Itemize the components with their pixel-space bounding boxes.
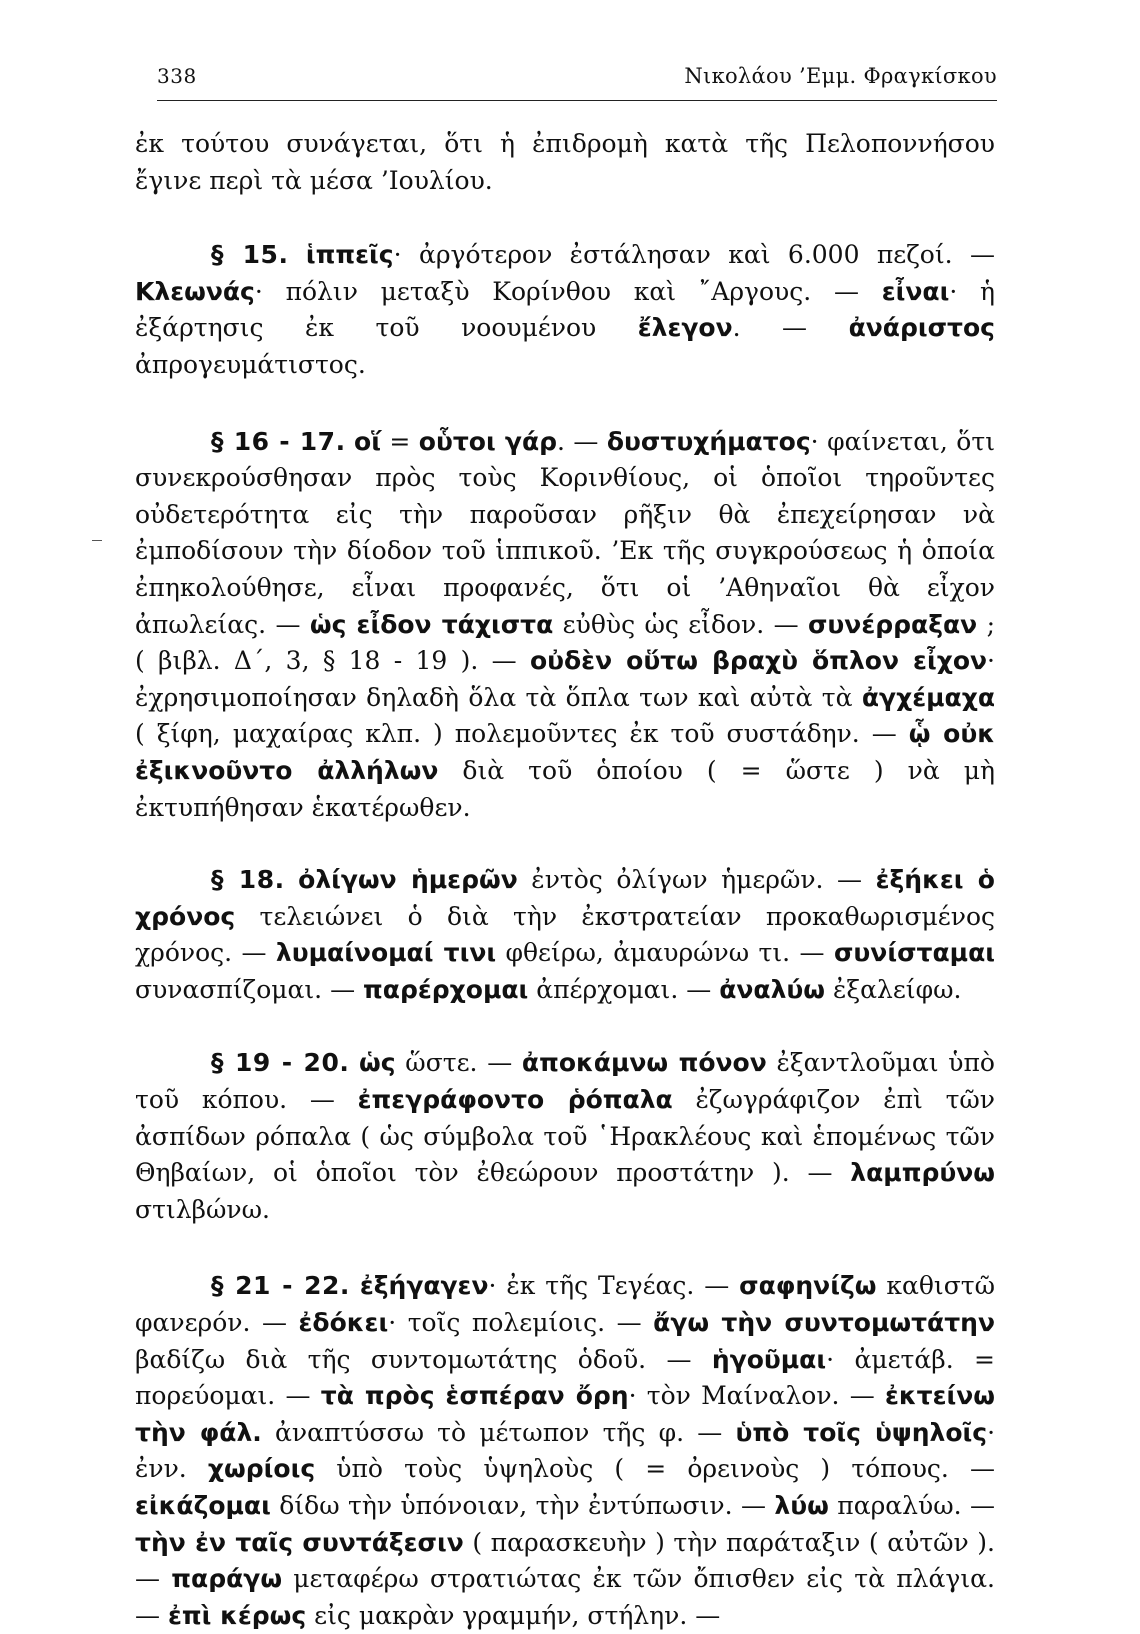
- lemma-term: ἀναλύω: [719, 974, 825, 1004]
- lemma-term: χωρίοις: [207, 1454, 316, 1484]
- lemma-term: ὀλίγων ἡμερῶν: [298, 865, 518, 895]
- commentary-text: ἀναπτύσσω τὸ μέτωπον τῆς φ. —: [261, 1417, 736, 1447]
- commentary-text: ἐζωγράφιζον ἐπὶ τῶν ἀσπίδων ρόπαλα ( ὡς σύμβολα τοῦ ῾Ηρακλέους καὶ ἑπομένως τῶν Θηβαίων, οἱ ὁποῖοι τὸν ἐθεώρουν προστάτην ). —: [135, 1085, 995, 1188]
- commentary-text: · ἐκ τῆς Τεγέας. —: [488, 1271, 740, 1301]
- paragraph-section-18: [135, 862, 995, 1008]
- margin-mark: [92, 540, 102, 541]
- lemma-term: συνέρραξαν: [807, 609, 978, 639]
- commentary-text: φθείρω, ἀμαυρώνω τι. —: [496, 938, 834, 968]
- page-header: [157, 64, 997, 101]
- section-number: § 16 - 17.: [211, 426, 346, 456]
- lemma-term: οὗτοι γάρ: [418, 426, 558, 456]
- commentary-text: δίδω τὴν ὑπόνοιαν, τὴν ἐντύπωσιν. —: [270, 1491, 775, 1520]
- commentary-text: · ἀμετάβ. = πορεύομαι. —: [135, 1344, 995, 1411]
- lemma-term: ὡς: [359, 1048, 396, 1078]
- lemma-term: ἐκτείνω τὴν φάλ.: [135, 1381, 996, 1447]
- commentary-text: συνασπίζομαι. —: [135, 974, 364, 1004]
- commentary-text: μεταφέρω στρατιώτας ἐκ τῶν ὄπισθεν εἰς τὰ πλάγια. —: [135, 1564, 995, 1630]
- lemma-term: δυστυχήματος: [606, 426, 811, 456]
- paragraph-intro: [135, 126, 995, 199]
- commentary-text: ( ξίφη, μαχαίρας κλπ. ) πολεμοῦντες ἐκ τοῦ συστάδην. —: [135, 719, 909, 749]
- paragraph-section-15: [135, 237, 995, 383]
- lemma-term: ἄγω τὴν συντομωτάτην: [653, 1308, 995, 1338]
- commentary-text: · ἀργότερον ἐστάλησαν καὶ 6.000 πεζοί. —: [393, 240, 995, 270]
- lemma-term: εἶναι: [881, 276, 950, 306]
- commentary-text: διὰ τοῦ ὁποίου ( = ὥστε ) νὰ μὴ ἐκτυπήθησαν ἑκατέρωθεν.: [135, 755, 995, 822]
- lemma-term: οἵ: [354, 426, 381, 456]
- commentary-text: εἰς μακρὰν γραμμήν, στήλην. —: [306, 1600, 721, 1630]
- commentary-text: παραλύω. —: [828, 1491, 995, 1520]
- lemma-term: τὰ πρὸς ἑσπέραν ὄρη: [320, 1381, 629, 1411]
- lemma-term: ἐξήγαγεν: [359, 1271, 489, 1301]
- lemma-term: λαμπρύνω: [850, 1158, 995, 1188]
- commentary-text: ὥστε. —: [395, 1048, 522, 1078]
- page-number: 338: [157, 64, 197, 88]
- lemma-term: λυμαίνομαί τινι: [275, 938, 497, 968]
- commentary-text: ( παρασκευὴν ) τὴν παράταξιν ( αὐτῶν ). —: [135, 1527, 995, 1594]
- commentary-text: εὐθὺς ὡς εἶδον. —: [553, 609, 808, 639]
- commentary-text: . —: [732, 313, 849, 343]
- lemma-term: εἰκάζομαι: [135, 1491, 271, 1520]
- paragraph-section-16-17: [135, 424, 995, 827]
- lemma-term: Κλεωνάς: [135, 276, 255, 306]
- lemma-term: οὐδὲν οὕτω βραχὺ ὅπλον εἶχον: [529, 646, 988, 676]
- text-body: [135, 126, 995, 1634]
- commentary-text: ἀπρογευμάτιστος.: [135, 349, 366, 379]
- commentary-text: =: [380, 426, 419, 456]
- lemma-term: ἀνάριστος: [848, 313, 995, 343]
- commentary-text: ἐξαντλοῦμαι ὑπὸ τοῦ κόπου. —: [135, 1048, 995, 1115]
- commentary-text: ὑπὸ τοὺς ὑψηλοὺς ( = ὀρεινοὺς ) τόπους. —: [315, 1454, 995, 1484]
- lemma-term: ᾧ οὐκ ἐξικνοῦντο ἀλλήλων: [135, 719, 995, 785]
- lemma-term: ἡγοῦμαι: [711, 1344, 827, 1374]
- commentary-text: ἐντὸς ὀλίγων ἡμερῶν. —: [517, 865, 876, 895]
- lemma-term: τὴν ἐν ταῖς συντάξεσιν: [135, 1527, 464, 1557]
- commentary-text: · πόλιν μεταξὺ Κορίνθου καὶ ῎Αργους. —: [254, 276, 882, 306]
- lemma-term: ἱππεῖς: [305, 240, 394, 270]
- section-number: § 18.: [211, 865, 285, 895]
- section-number: § 15.: [211, 240, 289, 270]
- lemma-term: ἐδόκει: [298, 1308, 389, 1338]
- lemma-term: ὡς εἶδον τάχιστα: [309, 609, 554, 639]
- section-number: § 21 - 22.: [211, 1271, 350, 1301]
- commentary-text: τελειώνει ὁ διὰ τὴν ἐκστρατείαν προκαθωρισμένος χρόνος. —: [135, 901, 995, 968]
- commentary-text: στιλβώνω.: [135, 1194, 270, 1224]
- commentary-text: ἐκ τούτου συνάγεται, ὅτι ἡ ἐπιδρομὴ κατὰ τῆς Πελοποννήσου ἔγινε περὶ τὰ μέσα ’Ιουλίου.: [135, 129, 995, 195]
- lemma-term: παράγω: [171, 1564, 283, 1594]
- lemma-term: ἐπεγράφοντο ῥόπαλα: [357, 1085, 673, 1115]
- commentary-text: ἀπέρχομαι. —: [528, 974, 720, 1004]
- commentary-text: ; ( βιβλ. Δ΄, 3, § 18 - 19 ). —: [135, 609, 995, 676]
- commentary-text: βαδίζω διὰ τῆς συντομωτάτης ὁδοῦ. —: [135, 1344, 712, 1374]
- commentary-text: καθιστῶ φανερόν. —: [135, 1271, 995, 1338]
- lemma-term: παρέρχομαι: [363, 974, 529, 1004]
- commentary-text: · ἐχρησιμοποίησαν δηλαδὴ ὅλα τὰ ὅπλα των καὶ αὐτὰ τὰ: [135, 646, 995, 712]
- commentary-text: · φαίνεται, ὅτι συνεκρούσθησαν πρὸς τοὺς Κορινθίους, οἱ ὁποῖοι τηροῦντες οὐδετερότητα εἰς τὴν παροῦσαν ρῆξιν θὰ ἐπεχείρησαν νὰ ἐμποδίσουν τὴν δίοδον τοῦ ἱππικοῦ. ’Εκ τῆς συγκρούσεως ἡ ὁποία ἐπηκολούθησε, εἶναι προφανές, ὅτι οἱ ’Αθηναῖοι θὰ εἶχον ἀπωλείας. —: [135, 426, 995, 639]
- running-title: Νικολάου ’Εμμ. Φραγκίσκου: [684, 64, 997, 88]
- lemma-term: ἀγχέμαχα: [861, 682, 995, 712]
- paragraph-section-19-20: [135, 1045, 995, 1228]
- lemma-term: σαφηνίζω: [739, 1271, 877, 1301]
- commentary-text: · τοῖς πολεμίοις. —: [388, 1308, 654, 1338]
- commentary-text: · ἐνν.: [135, 1417, 996, 1484]
- commentary-text: . —: [557, 426, 607, 456]
- lemma-term: ἀποκάμνω πόνον: [521, 1048, 767, 1078]
- commentary-text: · ἡ ἐξάρτησις ἐκ τοῦ νοουμένου: [135, 276, 995, 343]
- commentary-text: · τὸν Μαίναλον. —: [628, 1381, 885, 1411]
- section-number: § 19 - 20.: [211, 1048, 350, 1078]
- paragraph-section-21-22: [135, 1268, 995, 1634]
- lemma-term: λύω: [774, 1491, 829, 1520]
- lemma-term: ἐξήκει ὁ χρόνος: [135, 865, 995, 931]
- lemma-term: ἐπὶ κέρως: [167, 1600, 307, 1630]
- lemma-term: ἔλεγον: [637, 313, 733, 343]
- commentary-text: ἐξαλείφω.: [825, 974, 962, 1004]
- lemma-term: συνίσταμαι: [833, 938, 995, 968]
- lemma-term: ὑπὸ τοῖς ὑψηλοῖς: [735, 1417, 988, 1447]
